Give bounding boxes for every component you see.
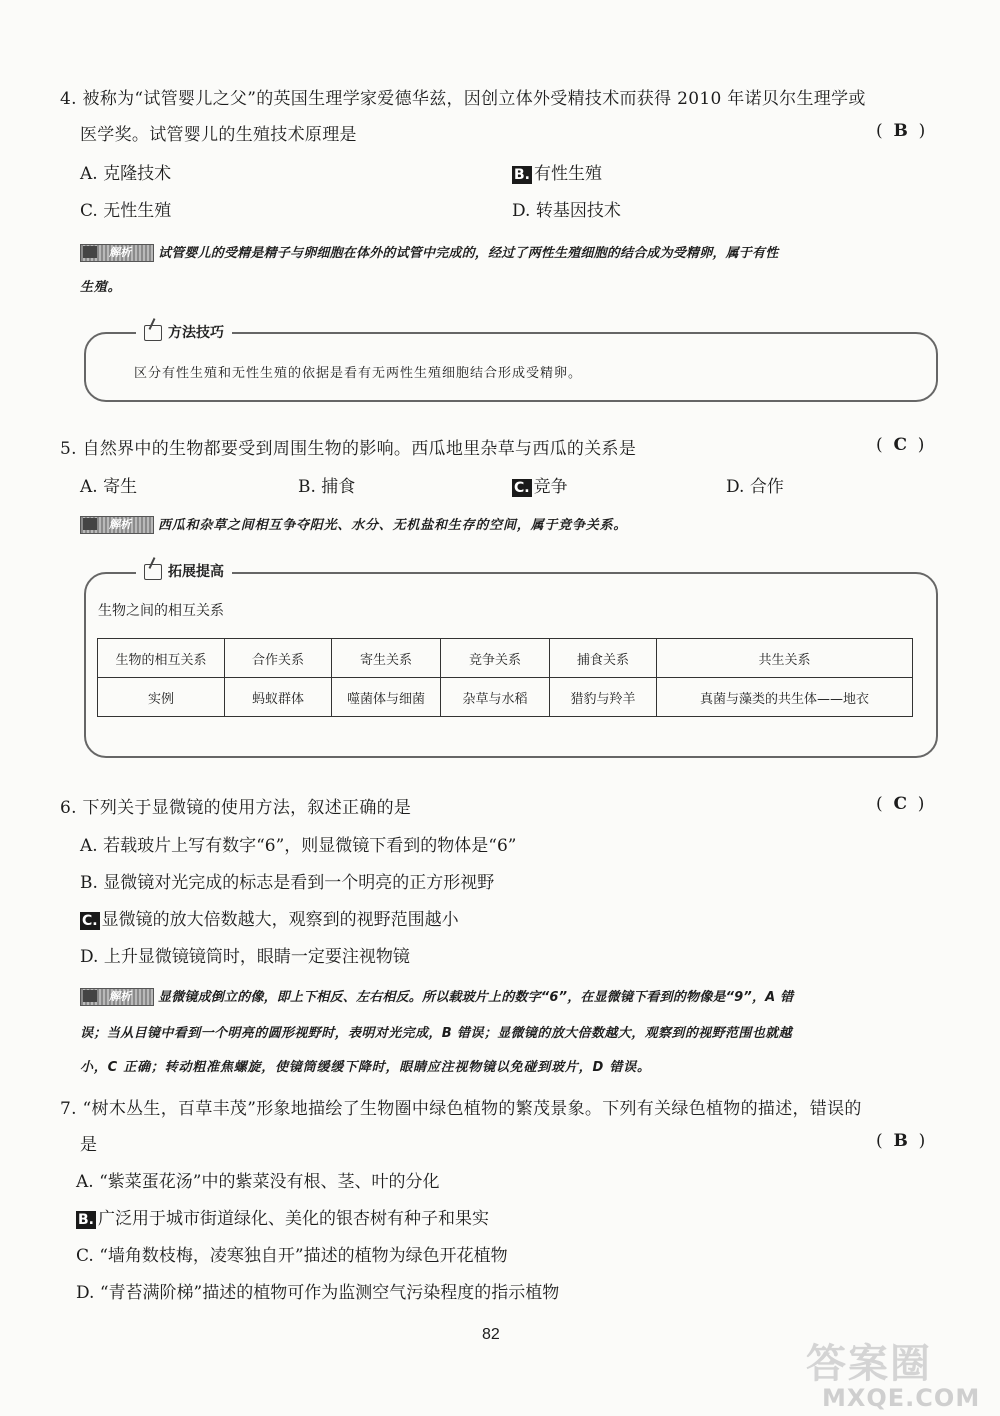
q4-stem-line2: 医学奖。试管婴儿的生殖技术原理是: [80, 125, 357, 145]
table-row: [98, 678, 913, 717]
extension-title: 拓展提高: [136, 561, 232, 581]
q5-option-a: A. 寄生: [80, 477, 138, 497]
q6-explanation-line3: 小，C 正确；转动粗准焦螺旋，使镜筒缓缓下降时，眼睛应注视物镜以免碰到玻片，D 错误。: [80, 1060, 651, 1075]
q6-option-c-text: 显微镜的放大倍数越大，观察到的视野范围越小: [101, 910, 459, 930]
correct-answer-mark: C.: [82, 913, 98, 929]
q7-option-d: D. “青苔满阶梯”描述的植物可作为监测空气污染程度的指示植物: [76, 1283, 560, 1303]
q6-option-b: B. 显微镜对光完成的标志是看到一个明亮的正方形视野: [80, 873, 495, 893]
q7-stem-line1: 7. “树木丛生，百草丰茂”形象地描绘了生物圈中绿色植物的繁茂景象。下列有关绿色植物的描述，错误的: [60, 1099, 862, 1119]
q5-stem: 5. 自然界中的生物都要受到周围生物的影响。西瓜地里杂草与西瓜的关系是: [60, 439, 637, 459]
method-tips-title: 方法技巧: [136, 322, 232, 342]
q7-stem-line2: 是: [80, 1135, 98, 1155]
q5-explanation: [80, 514, 627, 534]
q5-explanation-line1: 西瓜和杂草之间相互争夺阳光、水分、无机盐和生存的空间，属于竞争关系。: [158, 518, 628, 533]
q4-option-d: D. 转基因技术: [512, 201, 621, 221]
watermark-logo: 答案圈: [806, 1341, 932, 1387]
table-cell: 寄生关系: [332, 639, 441, 678]
q4-answer-letter: B: [893, 121, 908, 141]
q6-explanation-line2: 误；当从目镜中看到一个明亮的圆形视野时，表明对光完成，B 错误；显微镜的放大倍数越大，观察到的视野范围也就越: [80, 1026, 793, 1041]
correct-answer-mark: C.: [514, 480, 530, 496]
q6-stem: 6. 下列关于显微镜的使用方法，叙述正确的是: [60, 798, 412, 818]
table-cell: 竞争关系: [441, 639, 550, 678]
table-cell: 杂草与水稻: [441, 678, 550, 717]
pen-icon: [144, 325, 162, 341]
relations-table: [97, 638, 913, 717]
q4-option-a: A. 克隆技术: [80, 164, 172, 184]
q4-explanation-line2: 生殖。: [80, 280, 122, 295]
table-cell: 捕食关系: [550, 639, 657, 678]
q4-explanation-line1: 试管婴儿的受精是精子与卵细胞在体外的试管中完成的，经过了两性生殖细胞的结合成为受精卵，属于有性: [158, 246, 779, 261]
q7-option-a: A. “紫菜蛋花汤”中的紫菜没有根、茎、叶的分化: [76, 1172, 440, 1192]
correct-answer-mark: B.: [514, 167, 530, 183]
q7-option-b-text: 广泛用于城市街道绿化、美化的银杏树有种子和果实: [98, 1209, 489, 1229]
q5-option-c-text: 竞争: [533, 477, 568, 497]
table-cell: 生物的相互关系: [98, 639, 225, 678]
table-cell: 实例: [98, 678, 225, 717]
q4-stem-line1: 4. 被称为“试管婴儿之父”的英国生理学家爱德华兹，因创立体外受精技术而获得 2010 年诺贝尔生理学或: [60, 89, 866, 109]
pen-icon: [144, 564, 162, 580]
explanation-tag-icon: 解析: [80, 988, 154, 1006]
q7-option-b: [76, 1204, 489, 1229]
q4-option-c: C. 无性生殖: [80, 201, 172, 221]
q7-answer-letter: B: [893, 1131, 908, 1151]
q7-answer: ( B ): [876, 1131, 926, 1151]
q6-answer: ( C ): [876, 794, 925, 814]
table-cell: 合作关系: [225, 639, 332, 678]
q6-option-c: [80, 905, 459, 930]
table-cell: 噬菌体与细菌: [332, 678, 441, 717]
table-cell: 猎豹与羚羊: [550, 678, 657, 717]
q6-option-d: D. 上升显微镜镜筒时，眼睛一定要注视物镜: [80, 947, 410, 967]
q5-answer-letter: C: [893, 435, 907, 455]
q7-option-c: C. “墙角数枝梅，凌寒独自开”描述的植物为绿色开花植物: [76, 1246, 508, 1266]
explanation-tag-icon: 解析: [80, 244, 154, 262]
extension-subtitle: 生物之间的相互关系: [98, 603, 224, 619]
table-header-row: [98, 639, 913, 678]
method-tips-text: 区分有性生殖和无性生殖的依据是看有无两性生殖细胞结合形成受精卵。: [134, 366, 583, 381]
table-cell: 共生关系: [657, 639, 913, 678]
q4-option-b-text: 有性生殖: [534, 164, 602, 184]
q6-explanation: [80, 986, 793, 1006]
q4-option-b: [512, 159, 602, 184]
q5-option-c: [512, 472, 568, 497]
q5-option-b: B. 捕食: [298, 477, 356, 497]
q6-answer-letter: C: [893, 794, 907, 814]
explanation-tag-icon: 解析: [80, 516, 154, 534]
correct-answer-mark: B.: [78, 1212, 94, 1228]
table-cell: 蚂蚁群体: [225, 678, 332, 717]
q6-option-a: A. 若载玻片上写有数字“6”，则显微镜下看到的物体是“6”: [80, 836, 517, 856]
table-cell: 真菌与藻类的共生体——地衣: [657, 678, 913, 717]
q6-explanation-line1: 显微镜成倒立的像，即上下相反、左右相反。所以载玻片上的数字“6”，在显微镜下看到的物像是“9”，A 错: [158, 990, 794, 1005]
q5-answer: ( C ): [876, 435, 925, 455]
q4-explanation: [80, 242, 778, 262]
watermark-url: MXQE.COM: [822, 1384, 981, 1412]
q4-answer: ( B ): [876, 121, 926, 141]
q5-option-d: D. 合作: [726, 477, 784, 497]
page-number: 82: [482, 1326, 500, 1343]
